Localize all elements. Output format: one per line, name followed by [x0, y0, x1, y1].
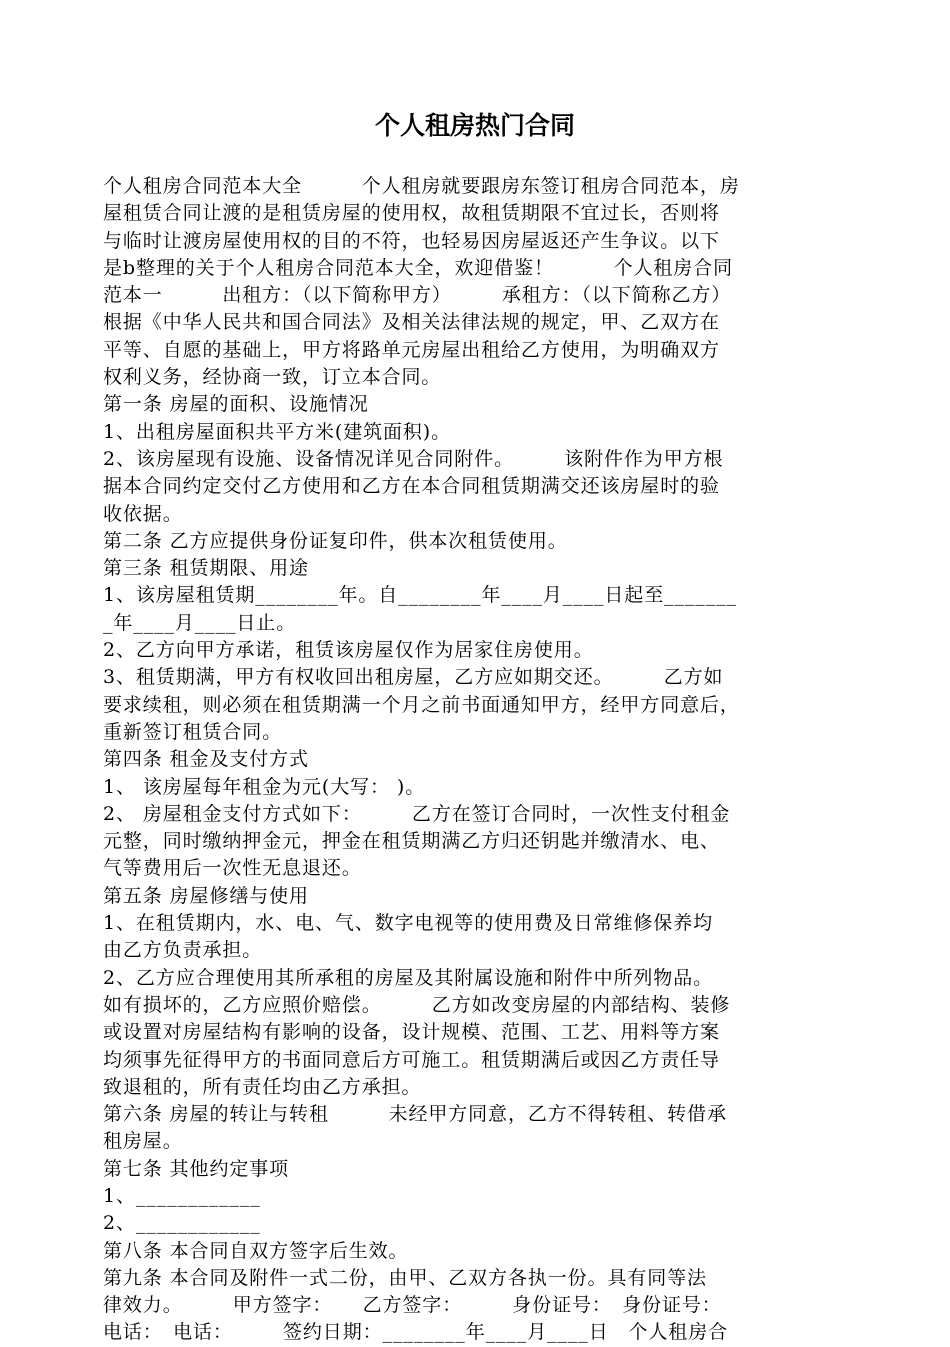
paragraph-line: 2、乙方应合理使用其所承租的房屋及其附属设施和附件中所列物品。 — [103, 966, 713, 989]
paragraph-line: 根据《中华人民共和国合同法》及相关法律法规的规定，甲、乙双方在 — [103, 311, 720, 334]
paragraph-line: 由乙方负责承担。 — [103, 939, 263, 962]
document-body — [103, 173, 855, 1347]
paragraph-line: 据本合同约定交付乙方使用和乙方在本合同租赁期满交还该房屋时的验 — [103, 475, 720, 498]
paragraph-line: 收依据。 — [103, 502, 183, 525]
paragraph-line: 范本一 出租方：（以下简称甲方） 承租方：（以下简称乙方） — [103, 284, 732, 307]
paragraph-line: 均须事先征得甲方的书面同意后方可施工。租赁期满后或因乙方责任导 — [103, 1048, 720, 1071]
paragraph-line: 权利义务，经协商一致，订立本合同。 — [103, 366, 442, 389]
paragraph-line: 电话： 电话： 签约日期：________年____月____日 个人租房合 — [103, 1321, 729, 1344]
paragraph-line: _年____月____日止。 — [103, 611, 297, 634]
paragraph-line: 1、出租房屋面积共平方米(建筑面积)。 — [103, 420, 452, 443]
paragraph-line: 气等费用后一次性无息退还。 — [103, 857, 362, 880]
paragraph-line: 第三条 租赁期限、用途 — [103, 557, 309, 580]
paragraph-line: 第六条 房屋的转让与转租 未经甲方同意，乙方不得转租、转借承 — [103, 1103, 727, 1126]
paragraph-line: 是b整理的关于个人租房合同范本大全，欢迎借鉴！ 个人租房合同 — [103, 256, 733, 279]
paragraph-line: 3、租赁期满，甲方有权收回出租房屋，乙方应如期交还。 乙方如 — [103, 666, 724, 689]
paragraph-line: 租房屋。 — [103, 1130, 183, 1153]
paragraph-line: 第九条 本合同及附件一式二份，由甲、乙双方各执一份。具有同等法 — [103, 1266, 707, 1289]
paragraph-line: 个人租房合同范本大全 个人租房就要跟房东签订租房合同范本，房 — [103, 175, 740, 197]
paragraph-line: 屋租赁合同让渡的是租赁房屋的使用权，故租赁期限不宜过长，否则将 — [103, 202, 720, 225]
paragraph-line: 1、在租赁期内，水、电、气、数字电视等的使用费及日常维修保养均 — [103, 912, 713, 935]
paragraph-line: 第五条 房屋修缮与使用 — [103, 884, 309, 907]
paragraph-line: 致退租的，所有责任均由乙方承担。 — [103, 1075, 422, 1098]
paragraph-line: 第一条 房屋的面积、设施情况 — [103, 393, 369, 416]
paragraph-line: 1、____________ — [103, 1184, 261, 1207]
paragraph-line: 1、 该房屋每年租金为元(大写： )。 — [103, 775, 426, 798]
paragraph-line: 律效力。 甲方签字： 乙方签字： 身份证号： 身份证号： — [103, 1294, 722, 1317]
paragraph-line: 重新签订租赁合同。 — [103, 720, 283, 743]
paragraph-line: 第七条 其他约定事项 — [103, 1157, 290, 1180]
paragraph-line: 2、____________ — [103, 1212, 261, 1235]
paragraph-line: 2、乙方向甲方承诺，租赁该房屋仅作为居家住房使用。 — [103, 639, 594, 662]
paragraph-line: 第四条 租金及支付方式 — [103, 748, 309, 771]
paragraph-line: 1、该房屋租赁期________年。自________年____月____日起至_______ — [103, 584, 737, 607]
paragraph-line: 2、 房屋租金支付方式如下： 乙方在签订合同时，一次性支付租金 — [103, 802, 731, 825]
paragraph-line: 或设置对房屋结构有影响的设备，设计规模、范围、工艺、用料等方案 — [103, 1021, 720, 1044]
paragraph-line: 2、该房屋现有设施、设备情况详见合同附件。 该附件作为甲方根 — [103, 447, 724, 470]
paragraph-line: 第二条 乙方应提供身份证复印件，供本次租赁使用。 — [103, 529, 568, 552]
paragraph-line: 元整，同时缴纳押金元，押金在租赁期满乙方归还钥匙并缴清水、电、 — [103, 830, 720, 853]
document-title: 个人租房热门合同 — [374, 111, 575, 140]
paragraph-line: 要求续租，则必须在租赁期满一个月之前书面通知甲方，经甲方同意后， — [103, 693, 740, 716]
paragraph-line: 第八条 本合同自双方签字后生效。 — [103, 1239, 409, 1262]
paragraph-line: 平等、自愿的基础上，甲方将路单元房屋出租给乙方使用，为明确双方 — [103, 338, 720, 361]
paragraph-line: 如有损坏的，乙方应照价赔偿。 乙方如改变房屋的内部结构、装修 — [103, 993, 731, 1016]
paragraph-line: 与临时让渡房屋使用权的目的不符，也轻易因房屋返还产生争议。以下 — [103, 229, 720, 252]
